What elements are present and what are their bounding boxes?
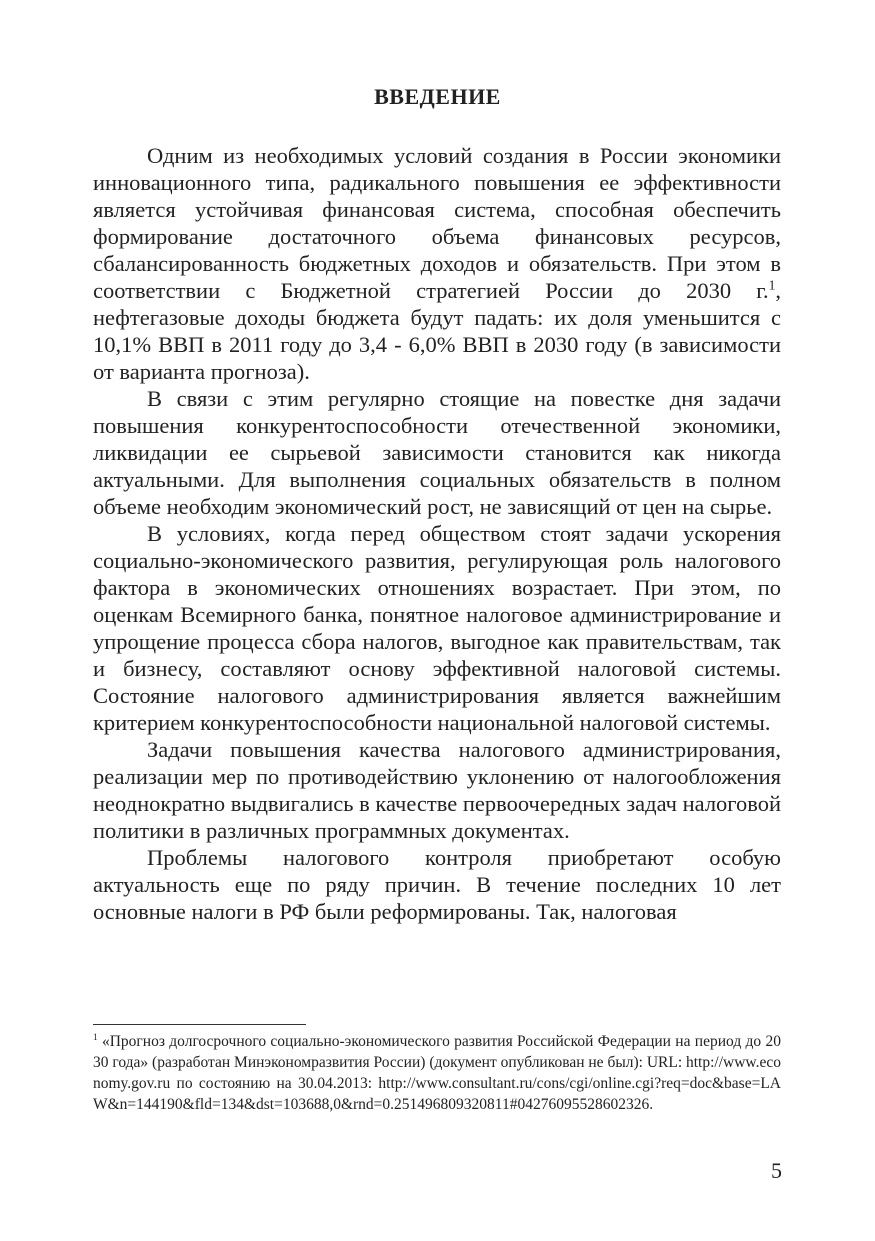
- paragraph-2: В связи с этим регулярно стоящие на повестке дня задачи повышения конкурентоспособности отечественной экономики, ликвидации ее сырьевой зависимости становится как никогда актуальными. Для выполнения социальных обязательств в полном объеме необходим экономический рост, не зависящий от цен на сырье.: [93, 386, 781, 519]
- paragraph-1-text-end: , нефтегазовые доходы бюджета будут падать: их доля уменьшится с 10,1% ВВП в 2011 году до 3,4 - 6,0% ВВП в 2030 году (в зависимости от варианта прогноза).: [93, 278, 781, 384]
- paragraph-5: Проблемы налогового контроля приобретают особую актуальность еще по ряду причин. В течение последних 10 лет основные налоги в РФ были реформированы. Так, налоговая: [93, 845, 781, 924]
- footnote: [93, 1031, 781, 1115]
- footnote-separator: [93, 1024, 306, 1025]
- page-title: ВВЕДЕНИЕ: [374, 84, 501, 109]
- body-text: [93, 142, 781, 925]
- footnote-text: «Прогноз долгосрочного социально-экономического развития Российской Федерации на период до 2030 года» (разработан Минэкономразвития России) (документ опубликован не был): URL: http://www.economy.gov.ru по состоянию на 30.04.2013: http://www.consultant.ru/cons/cgi/online.cgi?req=doc&base=LAW&n=144190&fld=134&dst=103688,0&rnd=0.25149680932081​1#04276095528602326.: [93, 1033, 781, 1113]
- paragraph-4: Задачи повышения качества налогового администрирования, реализации мер по противодействию уклонению от налогообложения неоднократно выдвигались в качестве первоочередных задач налоговой политики в различных программных документах.: [93, 737, 781, 843]
- page-number: 5: [771, 1158, 782, 1183]
- footnote-reference: 1: [768, 277, 776, 293]
- paragraph-1: [93, 142, 781, 385]
- footnote-marker: 1: [93, 1032, 98, 1043]
- paragraph-3: В условиях, когда перед обществом стоят задачи ускорения социально-экономического развития, регулирующая роль налогового фактора в экономических отношениях возрастает. При этом, по оценкам Всемирного банка, понятное налоговое администрирование и упрощение процесса сбора налогов, выгодное как правительствам, так и бизнесу, составляют основу эффективной налоговой системы. Состояние налогового администрирования является важнейшим критерием конкурентоспособности национальной налоговой системы.: [93, 521, 781, 735]
- paragraph-1-text-start: Одним из необходимых условий создания в России экономики инновационного типа, радикального повышения ее эффективности является устойчивая финансовая система, способная обеспечить формирование достаточного объема финансовых ресурсов, сбалансированность бюджетных доходов и обязательств. При этом в соответствии с Бюджетной стратегией России до 2030 г.: [93, 143, 781, 303]
